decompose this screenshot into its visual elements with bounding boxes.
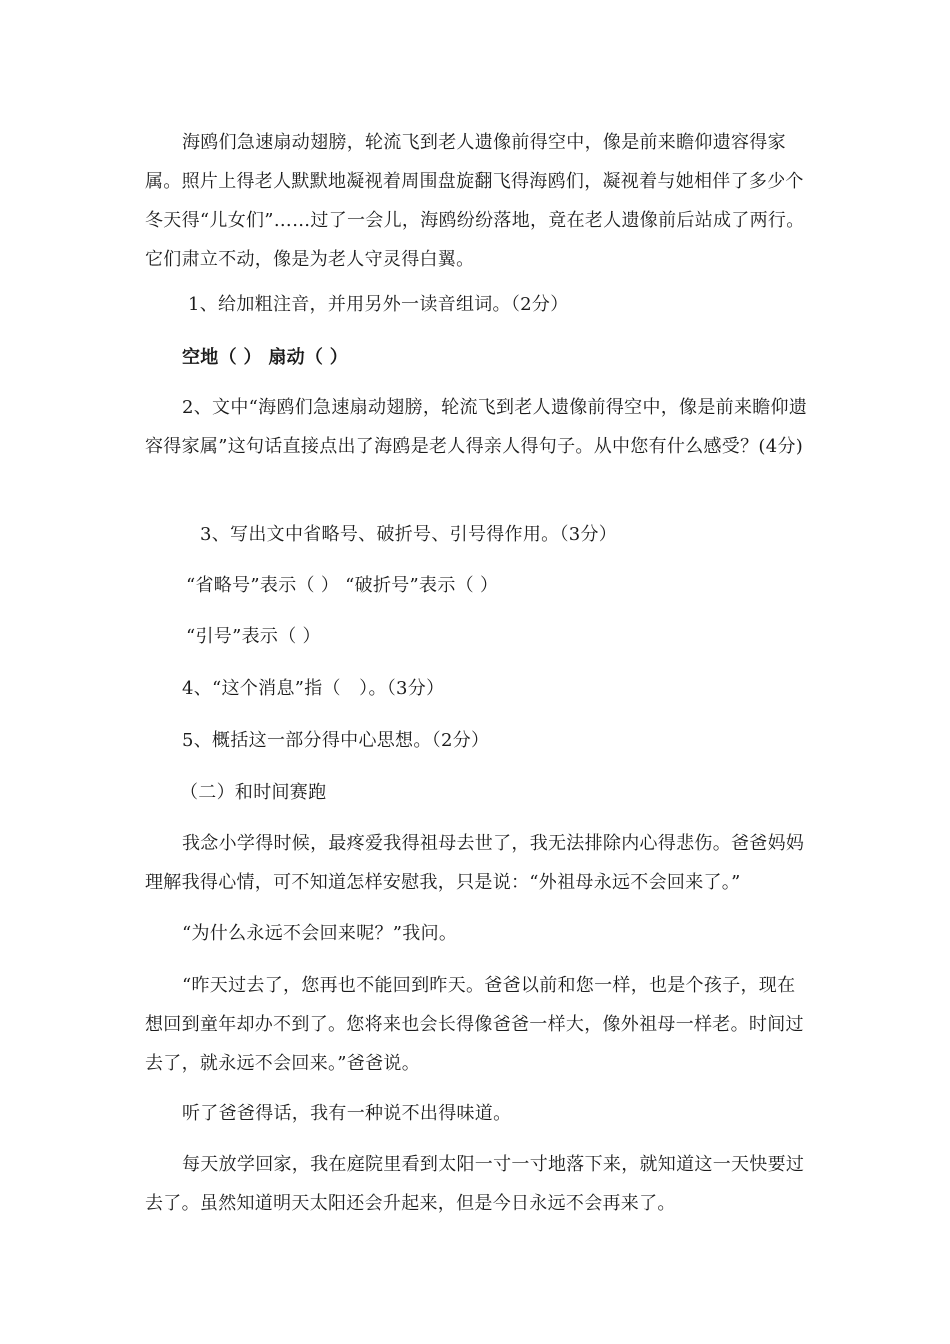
question-1-words: 空地（ ） 扇动（ ） — [182, 347, 349, 368]
section-title: （二）和时间赛跑 — [180, 782, 327, 803]
question-3-ellipsis-dash: “省略号”表示（ ） “破折号”表示（ ） — [186, 575, 499, 596]
question-2: 2、文中“海鸥们急速扇动翅膀，轮流飞到老人遗像前得空中，像是前来瞻仰遗容得家属”这句话直接点出了海鸥是老人得亲人得句子。从中您有什么感受？(4分) — [145, 397, 808, 457]
question-5: 5、概括这一部分得中心思想。（2分） — [182, 730, 490, 751]
question-1: 1、给加粗注音，并用另外一读音组词。（2分） — [188, 294, 569, 315]
passage-paragraph-question: “为什么永远不会回来呢？”我问。 — [182, 923, 458, 944]
passage-paragraph-seagulls: 海鸥们急速扇动翅膀，轮流飞到老人遗像前得空中，像是前来瞻仰遗容得家属。照片上得老人默默地凝视着周围盘旋翻飞得海鸥们，凝视着与她相伴了多少个冬天得“儿女们”……过了一会儿，海鸥纷纷落地，竟在老人遗像前后站成了两行。它们肃立不动，像是为老人守灵得白翼。 — [145, 132, 805, 270]
passage-paragraph-feeling: 听了爸爸得话，我有一种说不出得味道。 — [182, 1103, 512, 1124]
passage-paragraph-sunset: 每天放学回家，我在庭院里看到太阳一寸一寸地落下来，就知道这一天快要过去了。虽然知道明天太阳还会升起来，但是今日永远不会再来了。 — [145, 1154, 805, 1214]
question-4: 4、“这个消息”指（ ）。（3分） — [182, 678, 445, 699]
passage-paragraph-grandmother: 我念小学得时候，最疼爱我得祖母去世了，我无法排除内心得悲伤。爸爸妈妈理解我得心情，可不知道怎样安慰我，只是说：“外祖母永远不会回来了。” — [145, 833, 805, 893]
question-3-quotation: “引号”表示（ ） — [186, 626, 321, 647]
question-3: 3、写出文中省略号、破折号、引号得作用。（3分） — [200, 524, 618, 545]
passage-paragraph-father-answer: “昨天过去了，您再也不能回到昨天。爸爸以前和您一样，也是个孩子，现在想回到童年却办不到了。您将来也会长得像爸爸一样大，像外祖母一样老。时间过去了，就永远不会回来。”爸爸说。 — [145, 975, 804, 1074]
